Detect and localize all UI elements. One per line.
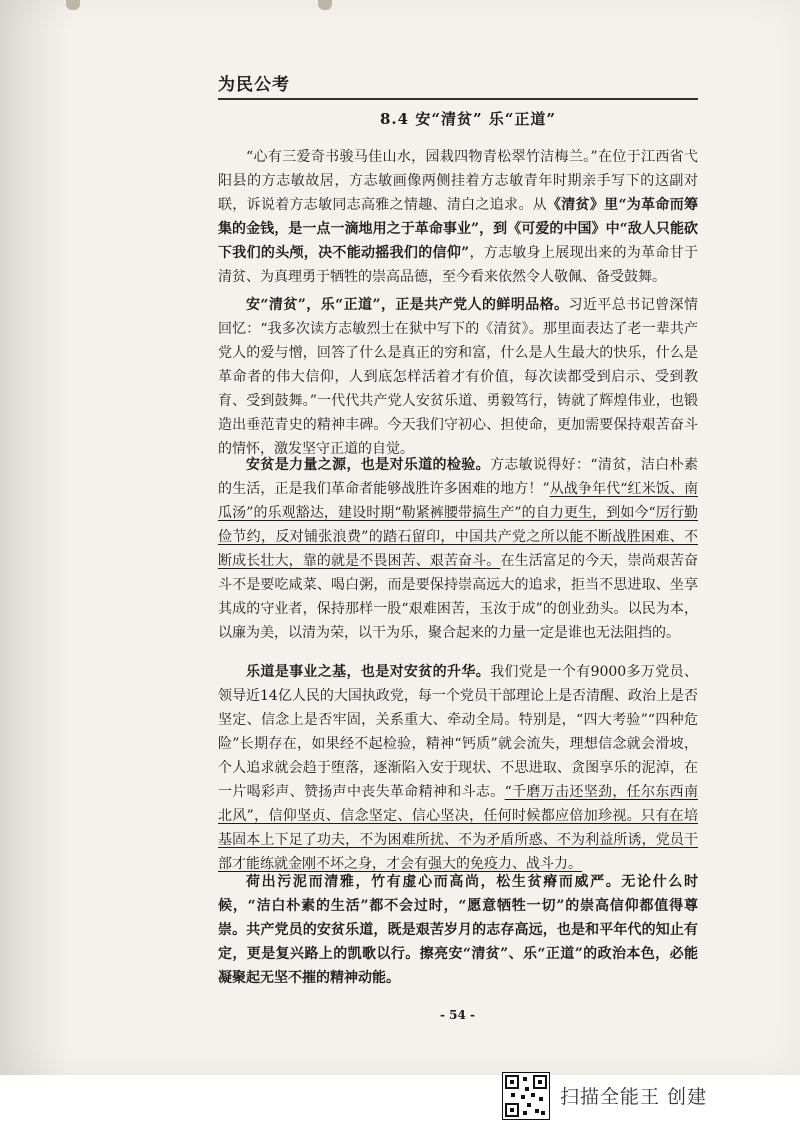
paragraph-1-text-a: “心有三爱奇书骏马佳山水，园栽四物青松翠竹洁梅兰。”在位于江西省弋阳县的方志敏故居，方志敏画像两侧挂着方志敏青年时期亲手写下的这副对联，诉说着方志敏同志高雅之情趣、清白之追求。从 — [218, 149, 698, 213]
qr-finder-pattern — [505, 1103, 519, 1117]
paragraph-2 — [218, 293, 698, 461]
qr-module — [523, 1077, 527, 1081]
paragraph-4 — [218, 660, 698, 876]
qr-module — [539, 1097, 543, 1101]
page-number: - 54 - — [440, 1008, 476, 1022]
qr-module — [527, 1103, 531, 1107]
punch-hole-mark — [66, 0, 80, 10]
paragraph-3-underlined: 从战争年代“红米饭、南瓜汤”的乐观豁达，建设时期“勒紧裤腰带搞生产”的自力更生，到如今“厉行勤俭节约，反对铺张浪费”的踏石留印，中国共产党之所以能不断战胜困难、不断成长壮大，靠的就是不畏困苦、艰苦奋斗。 — [218, 481, 698, 569]
paragraph-4-text: 我们党是一个有9000多万党员、领导近14亿人民的大国执政党，每一个党员干部理论上是否清醒、政治上是否坚定、信念上是否牢固，关系重大、牵动全局。特别是，“四大考验”“四种危险”长期存在，如果经不起检验，精神“钙质”就会流失，理想信念就会滑坡，个人追求就会趋于堕落，逐渐陷入安于现状、不思进取、贪图享乐的泥淖，在一片喝彩声、赞扬声中丧失革命精神和斗志。 — [218, 664, 698, 800]
paragraph-2-text: 习近平总书记曾深情回忆：“我多次读方志敏烈士在狱中写下的《清贫》。那里面表达了老一辈共产党人的爱与憎，回答了什么是真正的穷和富，什么是人生最大的快乐，什么是革命者的伟大信仰，人到底怎样活着才有价值，每次读都受到启示、受到教育、受到鼓舞。”一代代共产党人安贫乐道、勇毅笃行，铸就了辉煌伟业，也锻造出垂范青史的精神丰碑。今天我们守初心、担使命，更加需要保持艰苦奋斗的情怀，激发坚守正道的自觉。 — [218, 297, 698, 457]
qr-module — [531, 1093, 535, 1097]
paragraph-5 — [218, 870, 698, 990]
qr-module — [541, 1111, 545, 1115]
paragraph-4-underlined: “千磨万击还坚劲，任尔东西南北风”，信仰坚贞、信念坚定、信心坚决，任何时候都应倍加珍视。只有在培基固本上下足了功夫，不为困难所扰、不为矛盾所惑、不为利益所诱，党员干部才能练就金刚不坏之身，才会有强大的免疫力、战斗力。 — [218, 784, 698, 872]
qr-module — [523, 1111, 527, 1115]
paragraph-1-bold: 《清贫》里“为革命而筹集的金钱，是一点一滴地用之于革命事业”，到《可爱的中国》中“敌人只能砍下我们的头颅，决不能动摇我们的信仰” — [218, 197, 699, 261]
paragraph-1 — [218, 145, 698, 289]
qr-module — [525, 1087, 529, 1091]
paragraph-3 — [218, 453, 698, 645]
section-title: 8.4 安“清贫” 乐“正道” — [380, 110, 557, 128]
qr-code-icon — [502, 1072, 550, 1120]
qr-finder-pattern — [505, 1075, 519, 1089]
paragraph-5-text: 荷出污泥而清雅，竹有虚心而高尚，松生贫瘠而威严。无论什么时候，“洁白朴素的生活”都不会过时，“愿意牺牲一切”的崇高信仰都值得尊崇。共产党员的安贫乐道，既是艰苦岁月的志存高远，也是和平年代的知止有定，更是复兴路上的凯歌以行。擦亮安“清贫”、乐“正道”的政治本色，必能凝聚起无坚不摧的精神动能。 — [218, 874, 698, 986]
paragraph-4-lead: 乐道是事业之基，也是对安贫的升华。 — [246, 664, 491, 680]
paragraph-2-lead: 安“清贫”，乐“正道”，正是共产党人的鲜明品格。 — [246, 297, 569, 313]
running-header: 为民公考 — [218, 75, 290, 95]
paragraph-3-text: 在生活富足的今天，崇尚艰苦奋斗不是要吃咸菜、喝白粥，而是要保持崇高远大的追求，拒当不思进取、坐享其成的守业者，保持那样一股“艰难困苦，玉汝于成”的创业劲头。以民为本，以廉为美，以清为荣，以干为乐，聚合起来的力量一定是谁也无法阻挡的。 — [218, 553, 699, 641]
punch-hole-mark — [318, 0, 332, 10]
page-edge-shadow — [0, 0, 70, 1075]
paragraph-3-lead: 安贫是力量之源，也是对乐道的检验。 — [246, 457, 490, 473]
paragraph-3-quote: 方志敏说得好：“清贫，洁白朴素的生活，正是我们革命者能够战胜许多困难的地方！” — [218, 457, 698, 497]
header-rule — [218, 98, 698, 100]
qr-module — [535, 1109, 539, 1113]
paragraph-1-text-c: ，方志敏身上展现出来的为革命甘于清贫、为真理勇于牺牲的崇高品德，至今看来依然令人敬佩、备受鼓舞。 — [218, 245, 698, 285]
scanner-label: 扫描全能王 创建 — [560, 1086, 708, 1108]
qr-finder-pattern — [533, 1075, 547, 1089]
qr-module — [521, 1095, 525, 1099]
qr-module — [511, 1093, 515, 1097]
